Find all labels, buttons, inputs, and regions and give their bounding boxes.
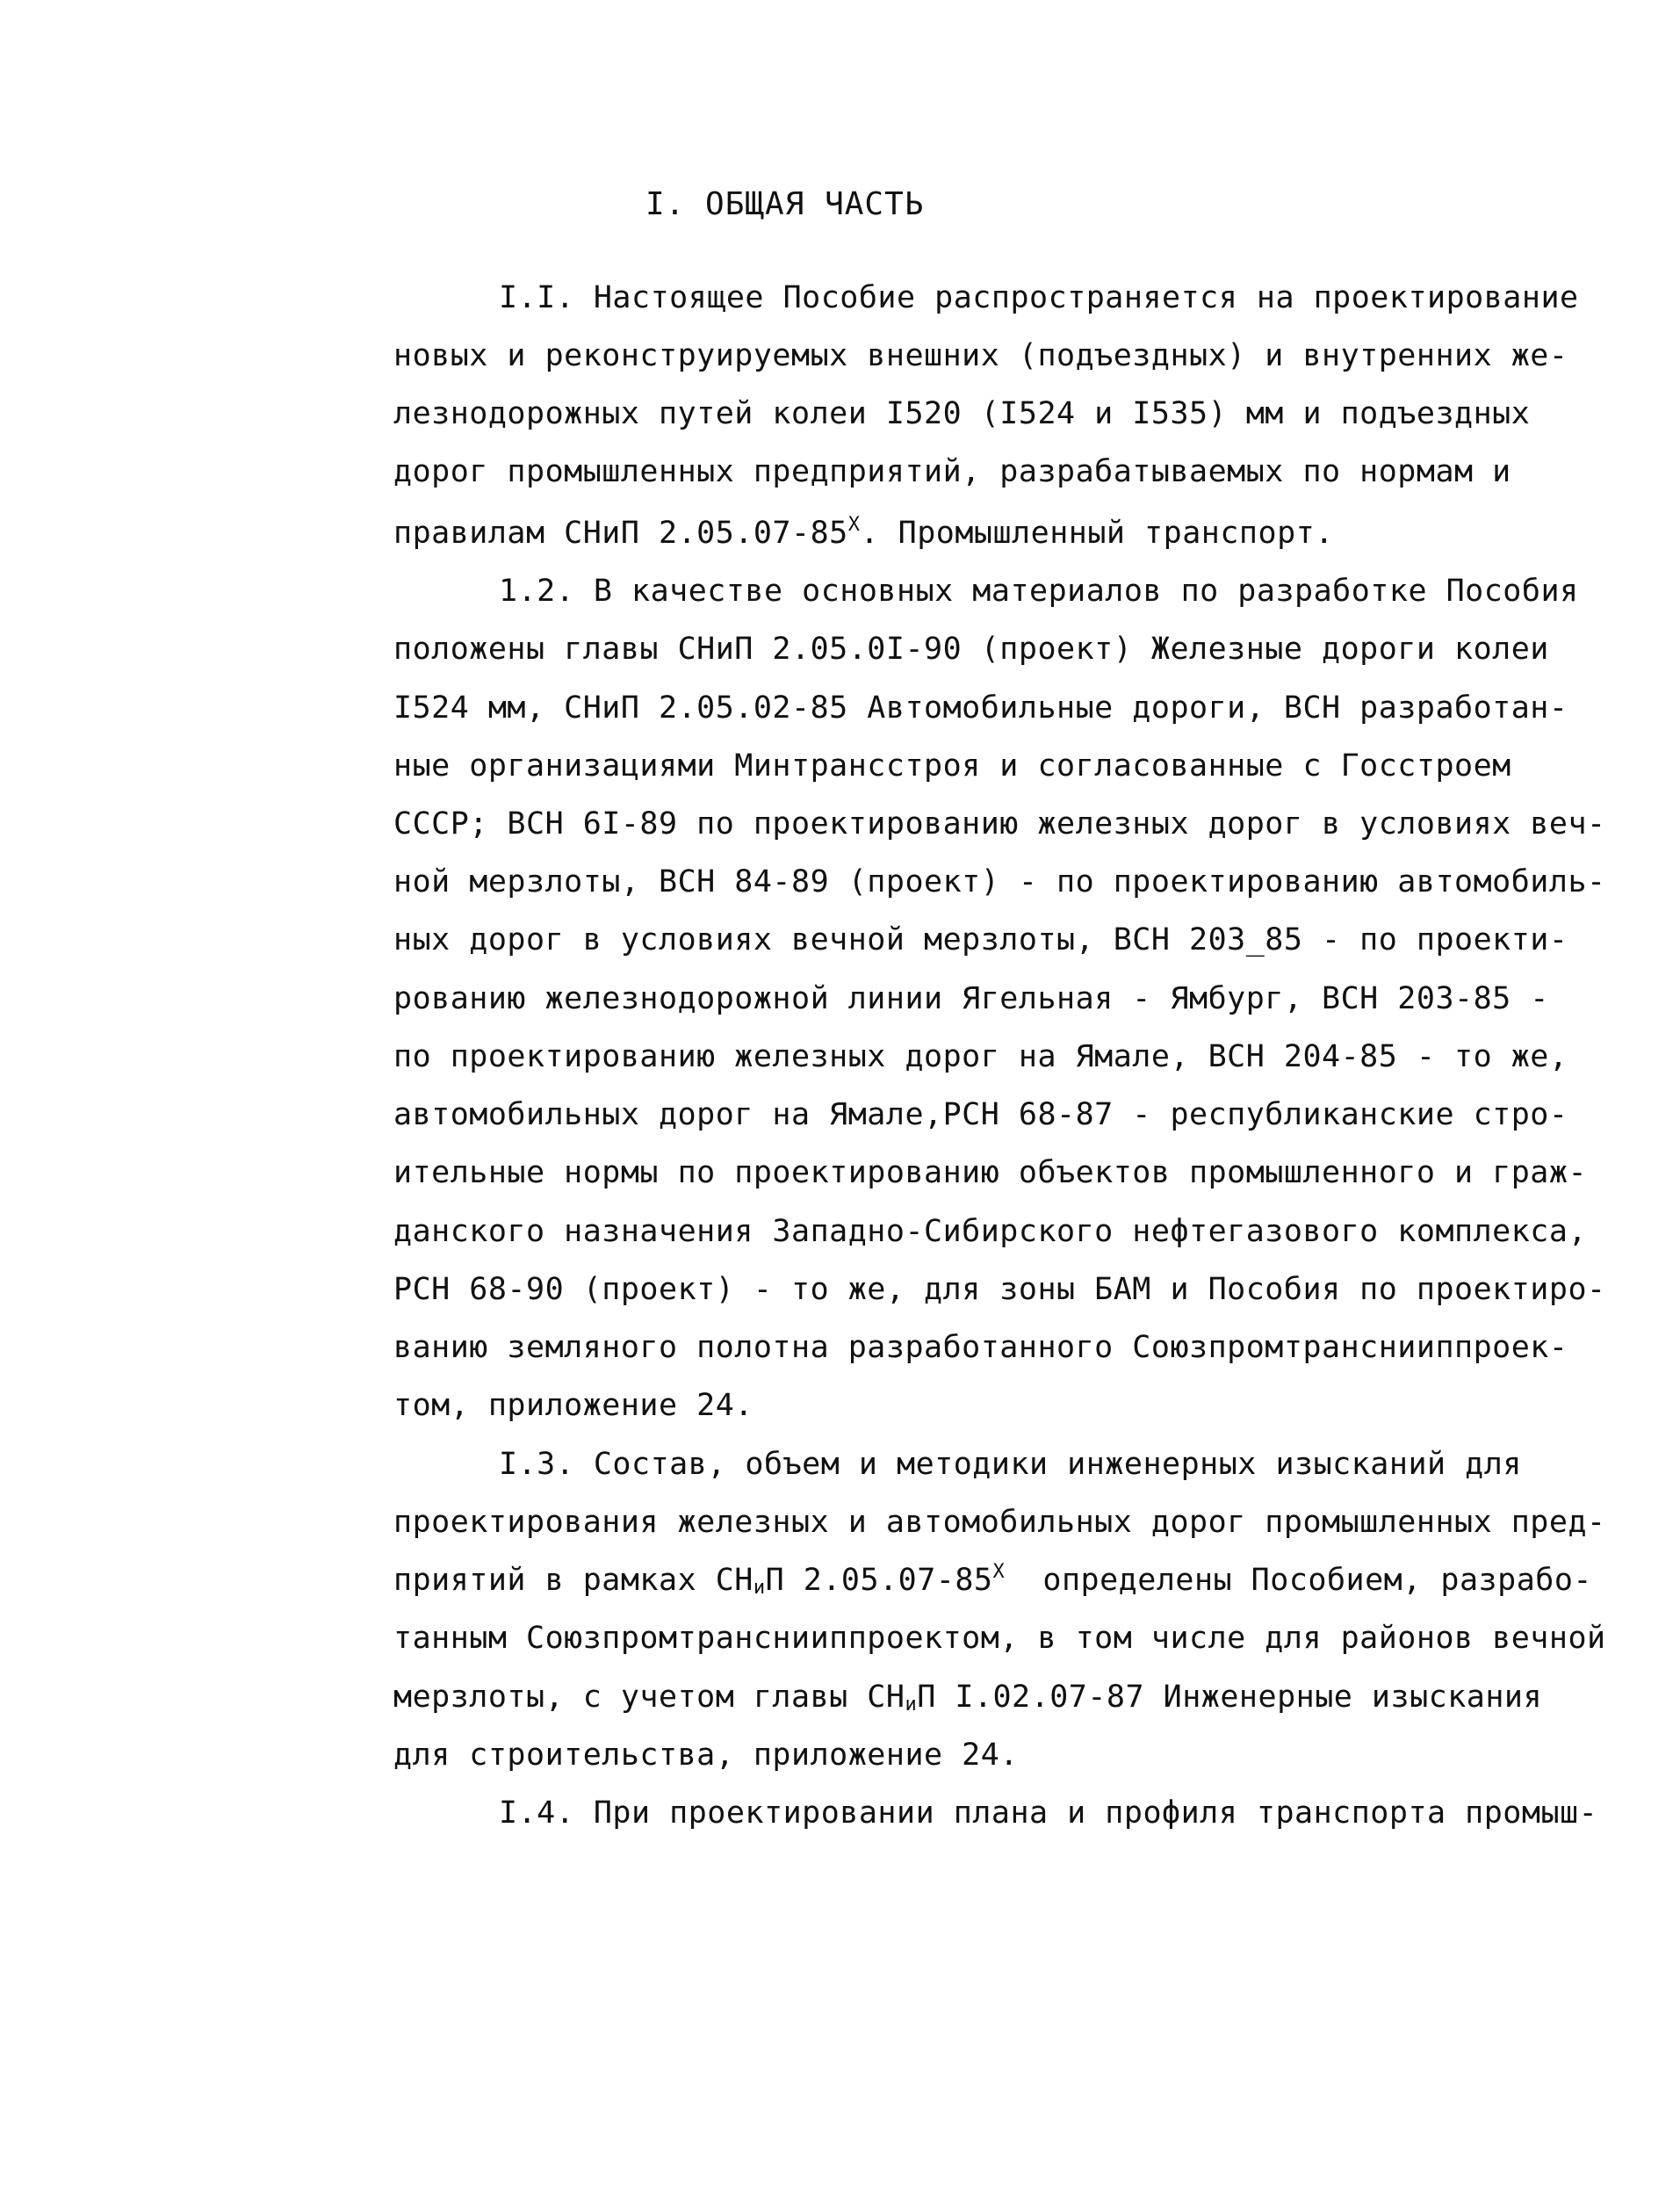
paragraph-1-2-line-13: РСН 68-90 (проект) - то же, для зоны БАМ и Пособия по проектиро- xyxy=(393,1272,1606,1307)
paragraph-1-2-line-8: рованию железнодорожной линии Ягельная - Ямбург, ВСН 203-85 - xyxy=(393,981,1549,1016)
paragraph-1-3-line-5 xyxy=(393,1680,1543,1716)
paragraph-1-1-line-2: новых и реконструируемых внешних (подъездных) и внутренних же- xyxy=(393,338,1568,373)
paragraph-1-4-line-1: I.4. При проектировании плана и профиля транспорта промыш- xyxy=(499,1795,1598,1831)
paragraph-1-2-line-12: данского назначения Западно-Сибирского нефтегазового комплекса, xyxy=(393,1214,1588,1249)
paragraph-1-3-line-4: танным Союзпромтранснииппроектом, в том числе для районов вечной xyxy=(393,1621,1606,1656)
text-run: мерзлоты, с учетом главы СН xyxy=(393,1680,905,1715)
paragraph-1-3-line-1: I.3. Состав, объем и методики инженерных изысканий для xyxy=(499,1447,1522,1482)
paragraph-1-2-line-6: ной мерзлоты, ВСН 84-89 (проект) - по проектированию автомобиль- xyxy=(393,864,1606,899)
text-run: определены Пособием, разрабо- xyxy=(1005,1563,1592,1598)
paragraph-1-2-line-15: том, приложение 24. xyxy=(393,1388,753,1423)
text-run: П I.02.07-87 Инженерные изыскания xyxy=(917,1680,1543,1715)
paragraph-1-1-line-3: лезнодорожных путей колеи I520 (I524 и I535) мм и подъездных xyxy=(393,396,1531,431)
paragraph-1-2-line-14: ванию земляного полотна разработанного Союзпромтранснииппроек- xyxy=(393,1330,1568,1365)
text-run: П 2.05.07-85 xyxy=(765,1563,993,1598)
paragraph-1-3-line-2: проектирования железных и автомобильных дорог промышленных пред- xyxy=(393,1505,1606,1540)
subscript-mark: и xyxy=(905,1694,918,1716)
section-heading: I. ОБЩАЯ ЧАСТЬ xyxy=(645,186,925,222)
superscript-mark: X xyxy=(992,1561,1006,1583)
subscript-mark: и xyxy=(753,1577,766,1599)
paragraph-1-2-line-7: ных дорог в условиях вечной мерзлоты, ВСН 203_85 - по проекти- xyxy=(393,922,1568,957)
paragraph-1-1-line-4: дорог промышленных предприятий, разрабатываемых по нормам и xyxy=(393,454,1511,489)
paragraph-1-2-line-11: ительные нормы по проектированию объектов промышленного и граж- xyxy=(393,1155,1588,1190)
paragraph-1-3-line-3 xyxy=(393,1561,1592,1599)
paragraph-1-2-line-5: СССР; ВСН 6I-89 по проектированию железных дорог в условиях веч- xyxy=(393,806,1606,842)
paragraph-1-2-line-9: по проектированию железных дорог на Ямале, ВСН 204-85 - то же, xyxy=(393,1039,1568,1074)
paragraph-1-2-line-4: ные организациями Минтрансстроя и согласованные с Госстроем xyxy=(393,748,1511,784)
paragraph-1-2-line-3: I524 мм, СНиП 2.05.02-85 Автомобильные дороги, ВСН разработан- xyxy=(393,690,1568,726)
paragraph-1-3-line-6: для строительства, приложение 24. xyxy=(393,1737,1019,1773)
text-run: приятий в рамках СН xyxy=(393,1563,753,1598)
superscript-mark: X xyxy=(847,514,861,536)
text-run: . Промышленный транспорт. xyxy=(860,516,1334,551)
paragraph-1-1-line-1: I.I. Настоящее Пособие распространяется на проектирование xyxy=(499,280,1579,315)
paragraph-1-1-line-5 xyxy=(393,514,1334,551)
text-run: правилам СНиП 2.05.07-85 xyxy=(393,516,848,551)
paragraph-1-2-line-1: 1.2. В качестве основных материалов по разработке Пособия xyxy=(499,574,1579,609)
paragraph-1-2-line-10: автомобильных дорог на Ямале,РСН 68-87 - республиканские стро- xyxy=(393,1097,1568,1132)
paragraph-1-2-line-2: положены главы СНиП 2.05.0I-90 (проект) Железные дороги колеи xyxy=(393,632,1549,667)
